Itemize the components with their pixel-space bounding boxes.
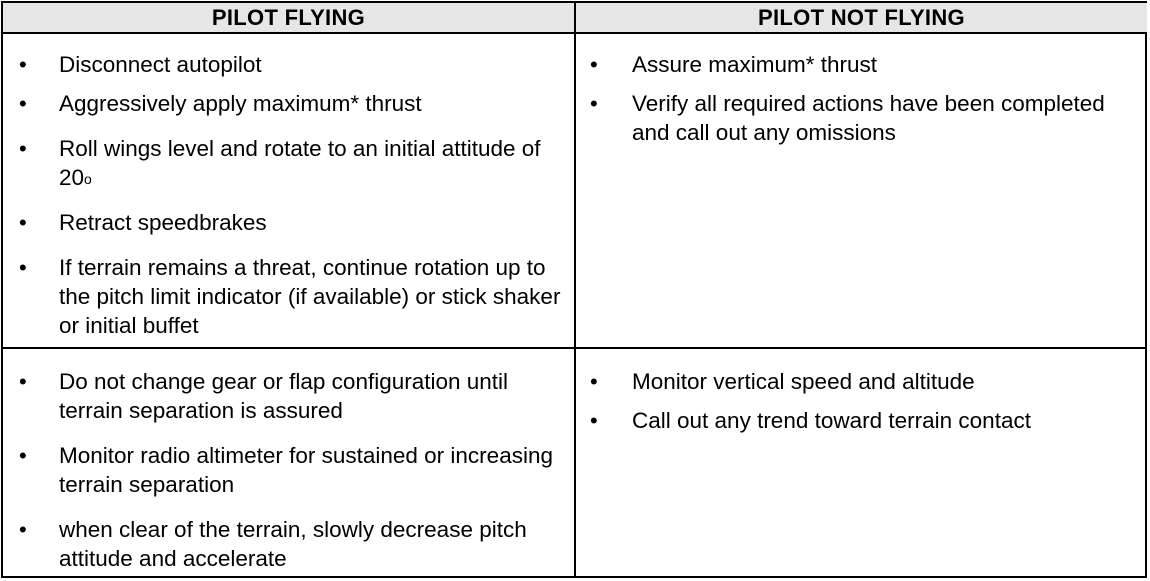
degree-symbol: o	[84, 171, 92, 187]
row2-pilot-not-flying-list	[576, 367, 1137, 435]
list-item: • when clear of the terrain, slowly decrease pitch attitude and accelerate	[19, 517, 527, 571]
list-item: • Disconnect autopilot	[19, 52, 262, 77]
bullet-icon: •	[590, 369, 598, 394]
bullet-icon: •	[590, 52, 598, 77]
bullet-icon: •	[590, 91, 598, 116]
list-item: • Roll wings level and rotate to an initial attitude of 20$^o$	[19, 136, 541, 190]
row1-pilot-not-flying-cell	[576, 34, 1147, 349]
bullet-icon: •	[19, 369, 27, 394]
list-item: • Monitor vertical speed and altitude	[590, 369, 975, 394]
list-item: • Do not change gear or flap configuration until terrain separation is assured	[19, 369, 509, 423]
row1-pilot-not-flying-list	[576, 50, 1137, 147]
row2-pilot-flying-cell	[3, 349, 576, 576]
bullet-icon: •	[19, 443, 27, 468]
row1-pilot-flying-list	[3, 50, 564, 340]
list-item: • Call out any trend toward terrain contact	[590, 408, 1031, 433]
bullet-icon: •	[19, 91, 27, 116]
bullet-icon: •	[19, 210, 27, 235]
list-item: • Verify all required actions have been completed and call out any omissions	[590, 91, 1105, 145]
bullet-icon: •	[19, 136, 27, 161]
row1-pilot-flying-cell	[3, 34, 576, 349]
header-pilot-not-flying: PILOT NOT FLYING	[576, 3, 1147, 34]
list-item: • If terrain remains a threat, continue rotation up to the pitch limit indicator (if available) or stick shaker or initial buffet	[19, 255, 561, 338]
row2-pilot-flying-list	[3, 367, 564, 573]
header-pilot-flying: PILOT FLYING	[3, 3, 576, 34]
bullet-icon: •	[19, 517, 27, 542]
list-item: • Assure maximum* thrust	[590, 52, 878, 77]
procedure-table	[1, 1, 1147, 578]
list-item: • Monitor radio altimeter for sustained or increasing terrain separation	[19, 443, 553, 497]
bullet-icon: •	[19, 255, 27, 280]
list-item: • Retract speedbrakes	[19, 210, 267, 235]
list-item: • Aggressively apply maximum* thrust	[19, 91, 422, 116]
bullet-icon: •	[19, 52, 27, 77]
bullet-icon: •	[590, 408, 598, 433]
row2-pilot-not-flying-cell	[576, 349, 1147, 576]
